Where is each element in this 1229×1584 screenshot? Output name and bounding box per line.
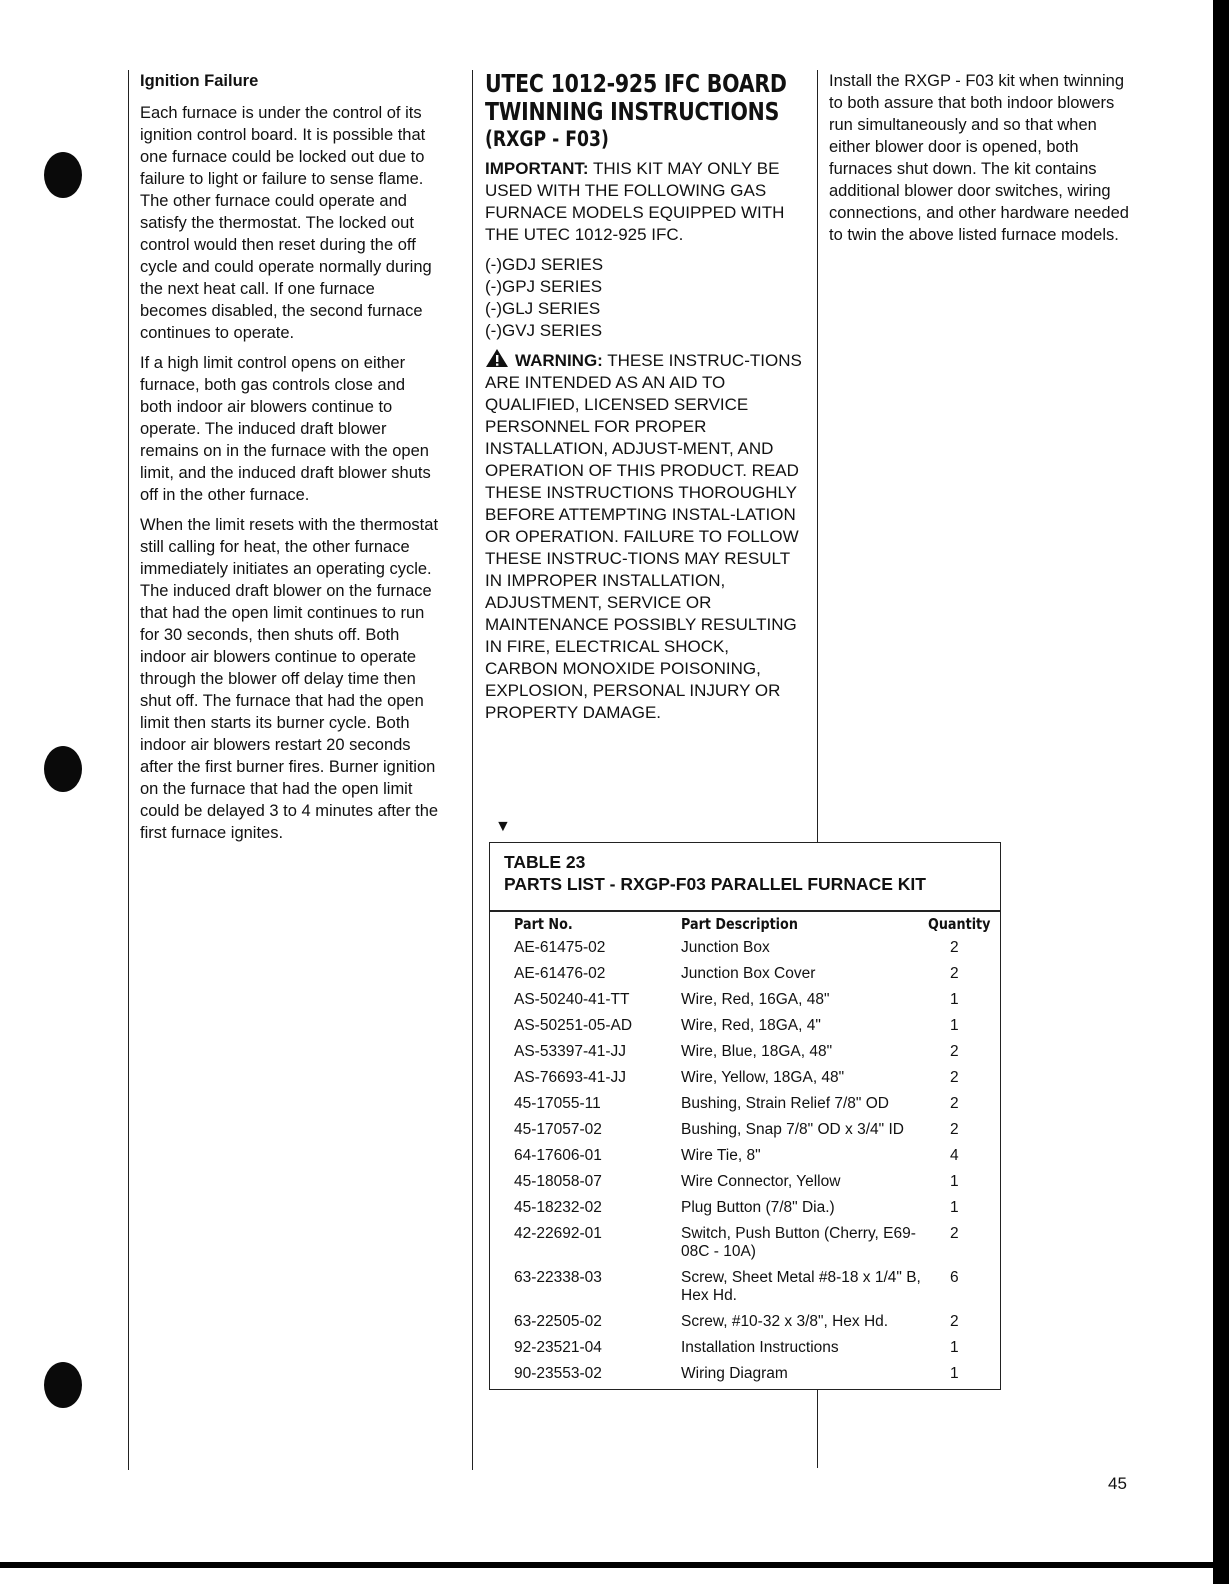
important-label: IMPORTANT: bbox=[485, 159, 589, 178]
column-divider-left bbox=[128, 70, 129, 1470]
important-notice bbox=[485, 158, 805, 246]
quantity: 2 bbox=[950, 1121, 959, 1138]
quantity: 6 bbox=[950, 1269, 959, 1286]
part-description: Junction Box bbox=[681, 939, 770, 956]
quantity: 2 bbox=[950, 1069, 959, 1086]
part-description: Installation Instructions bbox=[681, 1339, 839, 1356]
header-part-no: Part No. bbox=[514, 915, 573, 933]
paragraph: If a high limit control opens on either furnace, both gas controls close and both indoor air blowers continue to operate. The induced draft blower remains on in the furnace with the open limit, and the induced draft blower shuts off in the other furnace. bbox=[140, 354, 431, 504]
table-row bbox=[490, 1121, 1000, 1147]
section-title: UTEC 1012-925 IFC BOARD TWINNING INSTRUCTIONS bbox=[485, 69, 787, 126]
part-number: AS-50240-41-TT bbox=[514, 991, 630, 1008]
binder-hole-top bbox=[44, 152, 82, 198]
part-number: AS-76693-41-JJ bbox=[514, 1069, 627, 1086]
table-body bbox=[490, 939, 1000, 1391]
twinning-instructions-section bbox=[485, 70, 805, 732]
table-row bbox=[490, 1269, 1000, 1313]
binder-hole-bottom bbox=[44, 1362, 82, 1408]
series-list bbox=[485, 254, 805, 342]
part-description: Bushing, Snap 7/8" OD x 3/4" ID bbox=[681, 1121, 904, 1138]
table-row bbox=[490, 1365, 1000, 1391]
important-text: THIS KIT MAY ONLY BE USED WITH THE FOLLOWING GAS FURNACE MODELS EQUIPPED WITH THE UTEC 1012-925 IFC. bbox=[485, 159, 785, 244]
table-row bbox=[490, 1043, 1000, 1069]
table-row bbox=[490, 1225, 1000, 1269]
quantity: 1 bbox=[950, 1339, 959, 1356]
table-row bbox=[490, 991, 1000, 1017]
table-row bbox=[490, 965, 1000, 991]
part-description: Wire, Yellow, 18GA, 48" bbox=[681, 1069, 845, 1086]
table-row bbox=[490, 1147, 1000, 1173]
quantity: 2 bbox=[950, 939, 959, 956]
section-subtitle: (RXGP - F03) bbox=[485, 127, 609, 151]
page-number: 45 bbox=[1108, 1474, 1127, 1493]
quantity: 2 bbox=[950, 965, 959, 982]
warning-notice bbox=[485, 348, 805, 724]
paragraph: Install the RXGP - F03 kit when twinning to both assure that both indoor blowers run simultaneously and so that when either blower door is opened, both furnaces shut down. The kit contains additional blower door switches, wiring connections, and other hardware needed to twin the above listed furnace models. bbox=[829, 72, 1129, 244]
quantity: 2 bbox=[950, 1225, 959, 1242]
part-description: Junction Box Cover bbox=[681, 965, 816, 982]
down-arrow-icon: ▼ bbox=[495, 818, 511, 835]
quantity: 1 bbox=[950, 991, 959, 1008]
part-number: 63-22505-02 bbox=[514, 1313, 602, 1330]
column-divider-middle bbox=[472, 70, 473, 1470]
quantity: 2 bbox=[950, 1043, 959, 1060]
table-row bbox=[490, 1199, 1000, 1225]
part-number: 45-18232-02 bbox=[514, 1199, 602, 1216]
part-description: Screw, #10-32 x 3/8", Hex Hd. bbox=[681, 1313, 889, 1330]
table-title: PARTS LIST - RXGP-F03 PARALLEL FURNACE KIT bbox=[504, 874, 926, 894]
part-number: AS-53397-41-JJ bbox=[514, 1043, 627, 1060]
series-item: (-)GPJ SERIES bbox=[485, 277, 603, 296]
part-description: Screw, Sheet Metal #8-18 x 1/4" B, Hex Hd. bbox=[681, 1269, 921, 1304]
column-divider-right-upper bbox=[817, 70, 818, 842]
part-number: 64-17606-01 bbox=[514, 1147, 602, 1164]
quantity: 2 bbox=[950, 1313, 959, 1330]
part-number: AE-61476-02 bbox=[514, 965, 606, 982]
table-row bbox=[490, 1173, 1000, 1199]
scan-edge-bottom bbox=[0, 1562, 1229, 1568]
series-item: (-)GVJ SERIES bbox=[485, 321, 603, 340]
part-number: 45-18058-07 bbox=[514, 1173, 602, 1190]
part-number: 92-23521-04 bbox=[514, 1339, 602, 1356]
paragraph: Each furnace is under the control of its ignition control board. It is possible that one furnace could be locked out due to failure to light or failure to sense flame. The other furnace could operate and satisfy the thermostat. The locked out control would then reset during the off cycle and could operate normally during the next heat call. If one furnace becomes disabled, the second furnace continues to operate. bbox=[140, 104, 432, 342]
parts-list-table bbox=[489, 842, 1001, 1390]
table-row bbox=[490, 1017, 1000, 1043]
quantity: 2 bbox=[950, 1095, 959, 1112]
part-number: AS-50251-05-AD bbox=[514, 1017, 633, 1034]
part-number: 45-17055-11 bbox=[514, 1095, 601, 1112]
part-description: Wire Connector, Yellow bbox=[681, 1173, 841, 1190]
series-item: (-)GDJ SERIES bbox=[485, 255, 604, 274]
section-heading: Ignition Failure bbox=[140, 72, 259, 90]
scan-edge-right bbox=[1213, 0, 1229, 1584]
part-description: Wire, Blue, 18GA, 48" bbox=[681, 1043, 833, 1060]
warning-text: THESE INSTRUC-TIONS ARE INTENDED AS AN AID TO QUALIFIED, LICENSED SERVICE PERSONNEL FOR PROPER INSTALLATION, ADJUST-MENT, AND OPERATION OF THIS PRODUCT. READ THESE INSTRUCTIONS THOROUGHLY BEFORE ATTEMPTING INSTAL-LATION OR OPERATION. FAILURE TO FOLLOW THESE INSTRUC-TIONS MAY RESULT IN IMPROPER INSTALLATION, ADJUSTMENT, SERVICE OR MAINTENANCE POSSIBLY RESULTING IN FIRE, ELECTRICAL SHOCK, CARBON MONOXIDE POISONING, EXPLOSION, PERSONAL INJURY OR PROPERTY DAMAGE. bbox=[485, 351, 802, 722]
column-divider-right-lower bbox=[817, 1390, 818, 1468]
part-number: 42-22692-01 bbox=[514, 1225, 602, 1242]
table-number: TABLE 23 bbox=[504, 852, 586, 872]
quantity: 4 bbox=[950, 1147, 959, 1164]
table-row bbox=[490, 1069, 1000, 1095]
series-item: (-)GLJ SERIES bbox=[485, 299, 601, 318]
paragraph: When the limit resets with the thermostat still calling for heat, the other furnace immediately initiates an operating cycle. The induced draft blower on the furnace that had the open limit continues to run for 30 seconds, then shuts off. Both indoor air blowers continue to operate through the blower off delay time then shut off. The furnace that had the open limit then starts its burner cycle. Both indoor air blowers restart 20 seconds after the first burner fires. Burner ignition on the furnace that had the open limit could be delayed 3 to 4 minutes after the first furnace ignites. bbox=[140, 516, 439, 842]
binder-hole-middle bbox=[44, 746, 82, 792]
part-description: Wire Tie, 8" bbox=[681, 1147, 761, 1164]
table-row bbox=[490, 939, 1000, 965]
part-description: Bushing, Strain Relief 7/8" OD bbox=[681, 1095, 889, 1112]
table-divider bbox=[490, 910, 1000, 912]
quantity: 1 bbox=[950, 1199, 959, 1216]
quantity: 1 bbox=[950, 1365, 959, 1382]
part-description: Wire, Red, 16GA, 48" bbox=[681, 991, 830, 1008]
table-row bbox=[490, 1095, 1000, 1121]
part-description: Wire, Red, 18GA, 4" bbox=[681, 1017, 821, 1034]
part-number: 45-17057-02 bbox=[514, 1121, 602, 1138]
part-number: 63-22338-03 bbox=[514, 1269, 602, 1286]
table-caption bbox=[504, 851, 926, 895]
header-part-description: Part Description bbox=[681, 915, 798, 933]
kit-install-note bbox=[829, 70, 1129, 246]
table-row bbox=[490, 1339, 1000, 1365]
warning-label: WARNING: bbox=[515, 351, 603, 370]
quantity: 1 bbox=[950, 1173, 959, 1190]
table-header-row bbox=[490, 915, 1000, 937]
ignition-failure-section bbox=[140, 70, 440, 852]
part-number: 90-23553-02 bbox=[514, 1365, 602, 1382]
quantity: 1 bbox=[950, 1017, 959, 1034]
part-description: Wiring Diagram bbox=[681, 1365, 788, 1382]
part-description: Plug Button (7/8" Dia.) bbox=[681, 1199, 835, 1216]
warning-triangle-icon bbox=[485, 348, 509, 368]
table-row bbox=[490, 1313, 1000, 1339]
header-quantity: Quantity bbox=[928, 915, 991, 933]
part-description: Switch, Push Button (Cherry, E69-08C - 10A) bbox=[681, 1225, 916, 1260]
part-number: AE-61475-02 bbox=[514, 939, 606, 956]
